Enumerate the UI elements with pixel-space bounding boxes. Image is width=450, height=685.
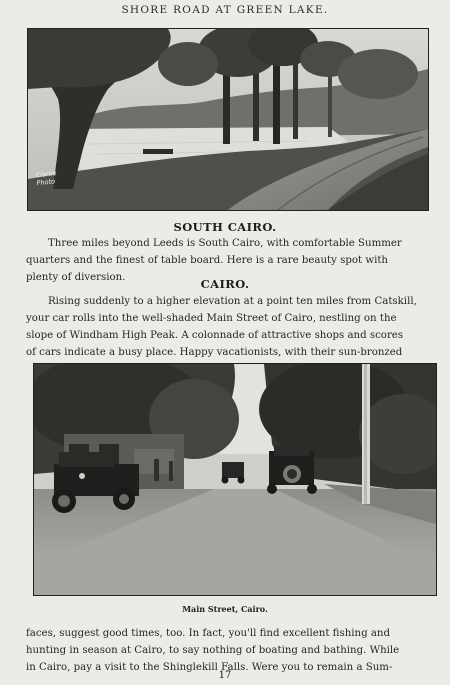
green-lake-photo [27,28,429,211]
text-line: Rising suddenly to a higher elevation at a point ten miles from Catskill, [48,296,417,307]
text-line: slope of Windham High Peak. A colonnade of attractive shops and scores [26,330,404,341]
continuation-paragraph [26,625,438,676]
south-cairo-heading: SOUTH CAIRO. [173,220,277,234]
text-line: Three miles beyond Leeds is South Cairo, with comfortable Summer [48,238,402,249]
main-street-cairo-photo [33,363,437,596]
photo-caption: Main Street, Cairo. [182,604,268,614]
text-line: plenty of diversion. [26,272,126,283]
running-header: SHORE ROAD AT GREEN LAKE. [121,4,329,16]
text-line: quarters and the finest of table board. Here is a rare beauty spot with [26,255,388,266]
cairo-paragraph [26,293,438,361]
cairo-heading: CAIRO. [200,277,250,291]
text-line: of cars indicate a busy place. Happy vacationists, with their sun-bronzed [26,347,403,358]
text-line: in Cairo, pay a visit to the Shinglekill Falls. Were you to remain a Sum- [26,662,393,673]
text-line: your car rolls into the well-shaded Main Street of Cairo, nestling on the [26,313,397,324]
text-line: faces, suggest good times, too. In fact, you'll find excellent fishing and [26,628,390,639]
text-line: hunting in season at Cairo, to say nothing of boating and bathing. While [26,645,400,656]
page-number: 17 [218,670,232,681]
photo-credit: Clarke Photo [35,169,57,188]
